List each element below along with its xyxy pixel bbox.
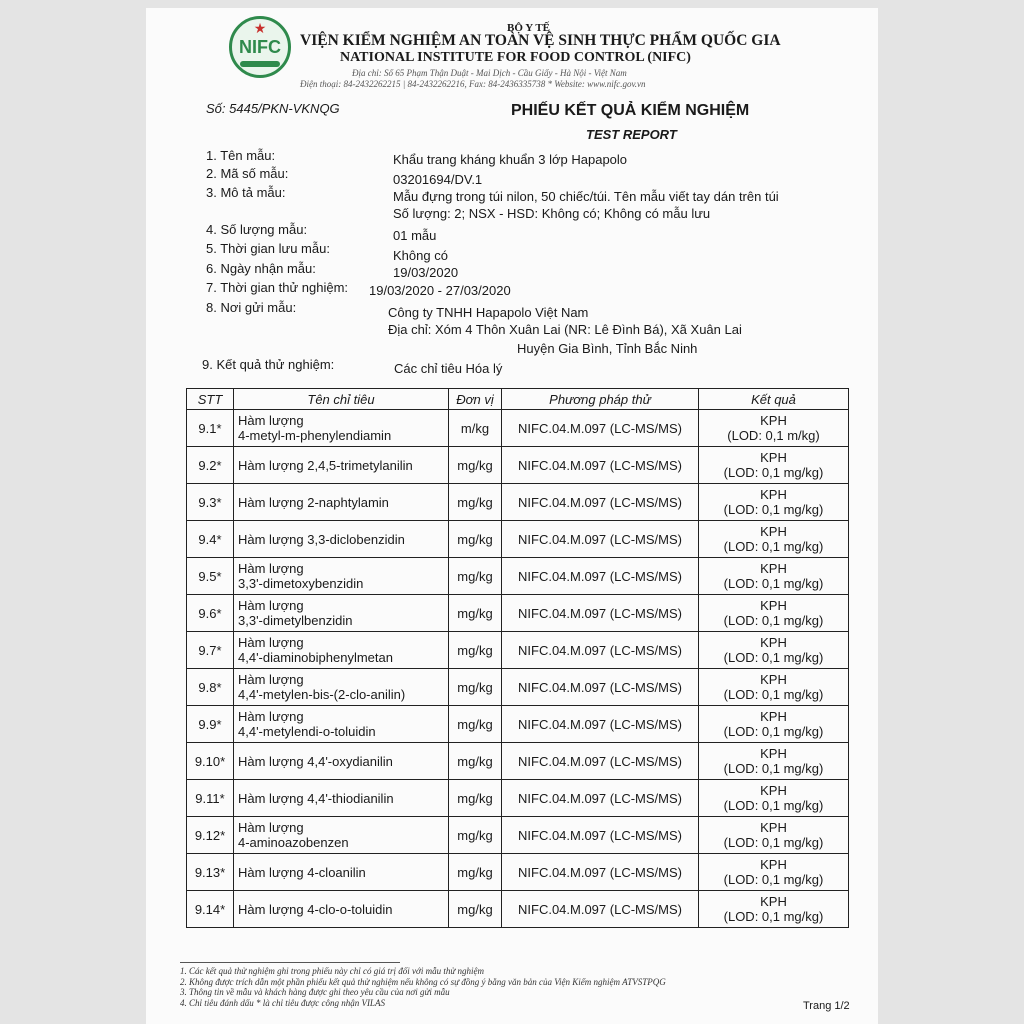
row-unit: mg/kg xyxy=(449,817,502,854)
institute-name-en: NATIONAL INSTITUTE FOR FOOD CONTROL (NIFC) xyxy=(340,50,691,65)
row-stt: 9.2* xyxy=(187,447,234,484)
field-label: 2. Mã số mẫu: xyxy=(206,166,289,181)
row-result-lod: (LOD: 0,1 mg/kg) xyxy=(723,502,824,517)
row-stt: 9.3* xyxy=(187,484,234,521)
field-label: 4. Số lượng mẫu: xyxy=(206,222,308,237)
table-row xyxy=(187,484,849,521)
row-method: NIFC.04.M.097 (LC-MS/MS) xyxy=(502,817,699,854)
row-stt: 9.8* xyxy=(187,669,234,706)
row-stt: 9.10* xyxy=(187,743,234,780)
row-unit: mg/kg xyxy=(449,558,502,595)
field-value: Công ty TNHH Hapapolo Việt Nam xyxy=(388,305,589,320)
row-stt: 9.9* xyxy=(187,706,234,743)
row-name-line2: 4-aminoazobenzen xyxy=(238,835,349,850)
row-result xyxy=(699,854,849,891)
footnotes xyxy=(180,966,666,1008)
row-stt: 9.13* xyxy=(187,854,234,891)
field-label: 1. Tên mẫu: xyxy=(206,148,276,163)
row-name-line2: 4-metyl-m-phenylendiamin xyxy=(238,428,392,443)
row-unit: mg/kg xyxy=(449,891,502,928)
row-stt: 9.12* xyxy=(187,817,234,854)
row-result-value: KPH xyxy=(760,672,787,687)
row-result xyxy=(699,558,849,595)
row-name-line2: 4,4'-metylen-bis-(2-clo-anilin) xyxy=(238,687,406,702)
row-name-line1: Hàm lượng 4,4'-thiodianilin xyxy=(238,790,394,806)
row-name-line1: Hàm lượng xyxy=(238,672,304,687)
row-name xyxy=(234,780,449,817)
row-method: NIFC.04.M.097 (LC-MS/MS) xyxy=(502,410,699,447)
row-result xyxy=(699,743,849,780)
institute-phone: Điện thoại: 84-2432262215 | 84-2432262216, Fax: 84-2436335738 * Website: www.nifc.gov.vn xyxy=(300,79,646,89)
row-result-lod: (LOD: 0,1 mg/kg) xyxy=(723,724,824,739)
row-method: NIFC.04.M.097 (LC-MS/MS) xyxy=(502,558,699,595)
table-row xyxy=(187,817,849,854)
table-row xyxy=(187,706,849,743)
row-name-line1: Hàm lượng xyxy=(238,635,304,650)
row-name xyxy=(234,447,449,484)
field-label: 5. Thời gian lưu mẫu: xyxy=(206,241,330,256)
row-unit: mg/kg xyxy=(449,669,502,706)
institute-name-vi: VIỆN KIỂM NGHIỆM AN TOÀN VỆ SINH THỰC PHẨM QUỐC GIA xyxy=(300,32,781,49)
row-name-line1: Hàm lượng xyxy=(238,598,304,613)
row-name xyxy=(234,558,449,595)
row-result-lod: (LOD: 0,1 mg/kg) xyxy=(723,465,824,480)
row-method: NIFC.04.M.097 (LC-MS/MS) xyxy=(502,854,699,891)
notes-divider xyxy=(180,962,400,963)
table-row xyxy=(187,558,849,595)
field-value: 19/03/2020 - 27/03/2020 xyxy=(369,283,511,298)
row-result xyxy=(699,447,849,484)
row-result-value: KPH xyxy=(760,709,787,724)
row-result xyxy=(699,669,849,706)
row-unit: mg/kg xyxy=(449,854,502,891)
row-name xyxy=(234,410,449,447)
field-label: 6. Ngày nhận mẫu: xyxy=(206,261,316,276)
row-name-line1: Hàm lượng xyxy=(238,709,304,724)
row-name-line1: Hàm lượng 4-cloanilin xyxy=(238,864,366,880)
field-value: Mẫu đựng trong túi nilon, 50 chiếc/túi. Tên mẫu viết tay dán trên túi xyxy=(393,189,779,204)
row-stt: 9.1* xyxy=(187,410,234,447)
row-result-lod: (LOD: 0,1 mg/kg) xyxy=(723,761,824,776)
row-name-line1: Hàm lượng 4,4'-oxydianilin xyxy=(238,753,393,769)
table-row xyxy=(187,410,849,447)
row-result-lod: (LOD: 0,1 mg/kg) xyxy=(723,835,824,850)
row-result xyxy=(699,780,849,817)
row-name xyxy=(234,891,449,928)
row-result xyxy=(699,595,849,632)
row-result-value: KPH xyxy=(760,820,787,835)
row-result-value: KPH xyxy=(760,450,787,465)
row-unit: mg/kg xyxy=(449,632,502,669)
row-unit: mg/kg xyxy=(449,447,502,484)
row-result-value: KPH xyxy=(760,857,787,872)
row-result-value: KPH xyxy=(760,598,787,613)
row-stt: 9.14* xyxy=(187,891,234,928)
footnote: 2. Không được trích dẫn một phần phiếu kết quả thử nghiệm nếu không có sự đồng ý bằng văn bản của Viện Kiểm nghiệm ATVSTPQG xyxy=(180,976,666,987)
row-result xyxy=(699,521,849,558)
report-number: Số: 5445/PKN-VKNQG xyxy=(206,101,340,116)
row-method: NIFC.04.M.097 (LC-MS/MS) xyxy=(502,780,699,817)
table-row xyxy=(187,632,849,669)
row-stt: 9.11* xyxy=(187,780,234,817)
report-title-vi: PHIẾU KẾT QUẢ KIỂM NGHIỆM xyxy=(511,102,750,119)
row-unit: mg/kg xyxy=(449,521,502,558)
table-row xyxy=(187,854,849,891)
row-result-lod: (LOD: 0,1 mg/kg) xyxy=(723,650,824,665)
field-value: Huyện Gia Bình, Tỉnh Bắc Ninh xyxy=(517,341,698,356)
row-unit: mg/kg xyxy=(449,780,502,817)
row-unit: mg/kg xyxy=(449,595,502,632)
row-name-line1: Hàm lượng xyxy=(238,820,304,835)
col-header-stt: STT xyxy=(187,389,234,410)
logo-band xyxy=(240,61,280,67)
row-result-value: KPH xyxy=(760,413,787,428)
report-title-en: TEST REPORT xyxy=(586,127,677,142)
row-stt: 9.5* xyxy=(187,558,234,595)
row-name-line1: Hàm lượng 4-clo-o-toluidin xyxy=(238,901,393,917)
institute-address: Địa chỉ: Số 65 Phạm Thận Duật - Mai Dịch - Cầu Giấy - Hà Nội - Việt Nam xyxy=(352,68,627,78)
footnote: 3. Thông tin về mẫu và khách hàng được ghi theo yêu cầu của nơi gửi mẫu xyxy=(180,987,450,997)
row-result xyxy=(699,632,849,669)
table-row xyxy=(187,669,849,706)
row-method: NIFC.04.M.097 (LC-MS/MS) xyxy=(502,521,699,558)
row-name xyxy=(234,521,449,558)
col-header-method: Phương pháp thử xyxy=(502,389,699,410)
results-table xyxy=(186,388,849,928)
footnote: 4. Chỉ tiêu đánh dấu * là chỉ tiêu được công nhận VILAS xyxy=(180,997,385,1008)
table-row xyxy=(187,780,849,817)
table-row xyxy=(187,595,849,632)
row-name-line1: Hàm lượng 3,3-diclobenzidin xyxy=(238,531,405,547)
row-name-line1: Hàm lượng 2,4,5-trimetylanilin xyxy=(238,457,413,473)
row-result-value: KPH xyxy=(760,561,787,576)
row-method: NIFC.04.M.097 (LC-MS/MS) xyxy=(502,484,699,521)
row-result-lod: (LOD: 0,1 mg/kg) xyxy=(723,539,824,554)
field-label: 9. Kết quả thử nghiệm: xyxy=(202,357,335,372)
row-result xyxy=(699,891,849,928)
row-result-value: KPH xyxy=(760,524,787,539)
star-icon: ★ xyxy=(253,20,267,36)
table-row xyxy=(187,447,849,484)
row-result-lod: (LOD: 0,1 mg/kg) xyxy=(723,872,824,887)
col-header-result: Kết quả xyxy=(699,389,849,410)
row-name-line2: 4,4'-diaminobiphenylmetan xyxy=(238,650,393,665)
row-result-value: KPH xyxy=(760,746,787,761)
row-method: NIFC.04.M.097 (LC-MS/MS) xyxy=(502,706,699,743)
row-result-value: KPH xyxy=(760,894,787,909)
row-name xyxy=(234,743,449,780)
nifc-logo xyxy=(229,16,291,78)
row-unit: mg/kg xyxy=(449,706,502,743)
col-header-name: Tên chỉ tiêu xyxy=(234,389,449,410)
row-name xyxy=(234,595,449,632)
row-unit: mg/kg xyxy=(449,484,502,521)
page-number: Trang 1/2 xyxy=(803,1000,850,1012)
row-result-lod: (LOD: 0,1 m/kg) xyxy=(727,428,820,443)
row-stt: 9.4* xyxy=(187,521,234,558)
table-row xyxy=(187,891,849,928)
row-result-lod: (LOD: 0,1 mg/kg) xyxy=(723,798,824,813)
row-method: NIFC.04.M.097 (LC-MS/MS) xyxy=(502,891,699,928)
footnote: 1. Các kết quả thử nghiệm ghi trong phiếu này chỉ có giá trị đối với mẫu thử nghiệm xyxy=(180,966,484,976)
row-method: NIFC.04.M.097 (LC-MS/MS) xyxy=(502,632,699,669)
row-result-lod: (LOD: 0,1 mg/kg) xyxy=(723,687,824,702)
row-method: NIFC.04.M.097 (LC-MS/MS) xyxy=(502,447,699,484)
field-value: Các chỉ tiêu Hóa lý xyxy=(394,361,503,376)
row-result-lod: (LOD: 0,1 mg/kg) xyxy=(723,613,824,628)
row-name xyxy=(234,632,449,669)
row-method: NIFC.04.M.097 (LC-MS/MS) xyxy=(502,595,699,632)
row-name xyxy=(234,817,449,854)
row-result-lod: (LOD: 0,1 mg/kg) xyxy=(723,576,824,591)
row-name-line1: Hàm lượng 2-naphtylamin xyxy=(238,494,389,510)
table-header-row xyxy=(187,389,849,410)
field-value: 19/03/2020 xyxy=(393,265,459,280)
field-value: Số lượng: 2; NSX - HSD: Không có; Không có mẫu lưu xyxy=(393,206,711,221)
field-label: 3. Mô tả mẫu: xyxy=(206,185,286,200)
row-name-line1: Hàm lượng xyxy=(238,413,304,428)
row-result xyxy=(699,706,849,743)
row-name xyxy=(234,669,449,706)
field-value: Địa chỉ: Xóm 4 Thôn Xuân Lai (NR: Lê Đình Bá), Xã Xuân Lai xyxy=(388,322,742,337)
row-result-value: KPH xyxy=(760,783,787,798)
field-value: Khẩu trang kháng khuẩn 3 lớp Hapapolo xyxy=(393,152,628,167)
row-name xyxy=(234,854,449,891)
row-name-line1: Hàm lượng xyxy=(238,561,304,576)
row-result xyxy=(699,817,849,854)
field-value: 03201694/DV.1 xyxy=(393,172,483,187)
row-method: NIFC.04.M.097 (LC-MS/MS) xyxy=(502,669,699,706)
row-name-line2: 3,3'-dimetylbenzidin xyxy=(238,613,353,628)
row-stt: 9.6* xyxy=(187,595,234,632)
logo-text: NIFC xyxy=(239,37,281,57)
field-value: 01 mẫu xyxy=(393,228,437,243)
table-row xyxy=(187,521,849,558)
ministry-name: BỘ Y TẾ xyxy=(507,22,550,34)
field-label: 7. Thời gian thử nghiệm: xyxy=(206,280,349,295)
row-name-line2: 4,4'-metylendi-o-toluidin xyxy=(238,724,376,739)
row-unit: mg/kg xyxy=(449,743,502,780)
row-name xyxy=(234,484,449,521)
row-name xyxy=(234,706,449,743)
row-result-value: KPH xyxy=(760,487,787,502)
row-name-line2: 3,3'-dimetoxybenzidin xyxy=(238,576,364,591)
row-stt: 9.7* xyxy=(187,632,234,669)
row-method: NIFC.04.M.097 (LC-MS/MS) xyxy=(502,743,699,780)
col-header-unit: Đơn vị xyxy=(449,389,502,410)
row-unit: m/kg xyxy=(449,410,502,447)
field-value: Không có xyxy=(393,248,448,263)
row-result-value: KPH xyxy=(760,635,787,650)
row-result-lod: (LOD: 0,1 mg/kg) xyxy=(723,909,824,924)
row-result xyxy=(699,484,849,521)
table-row xyxy=(187,743,849,780)
field-label: 8. Nơi gửi mẫu: xyxy=(206,300,297,315)
row-result xyxy=(699,410,849,447)
